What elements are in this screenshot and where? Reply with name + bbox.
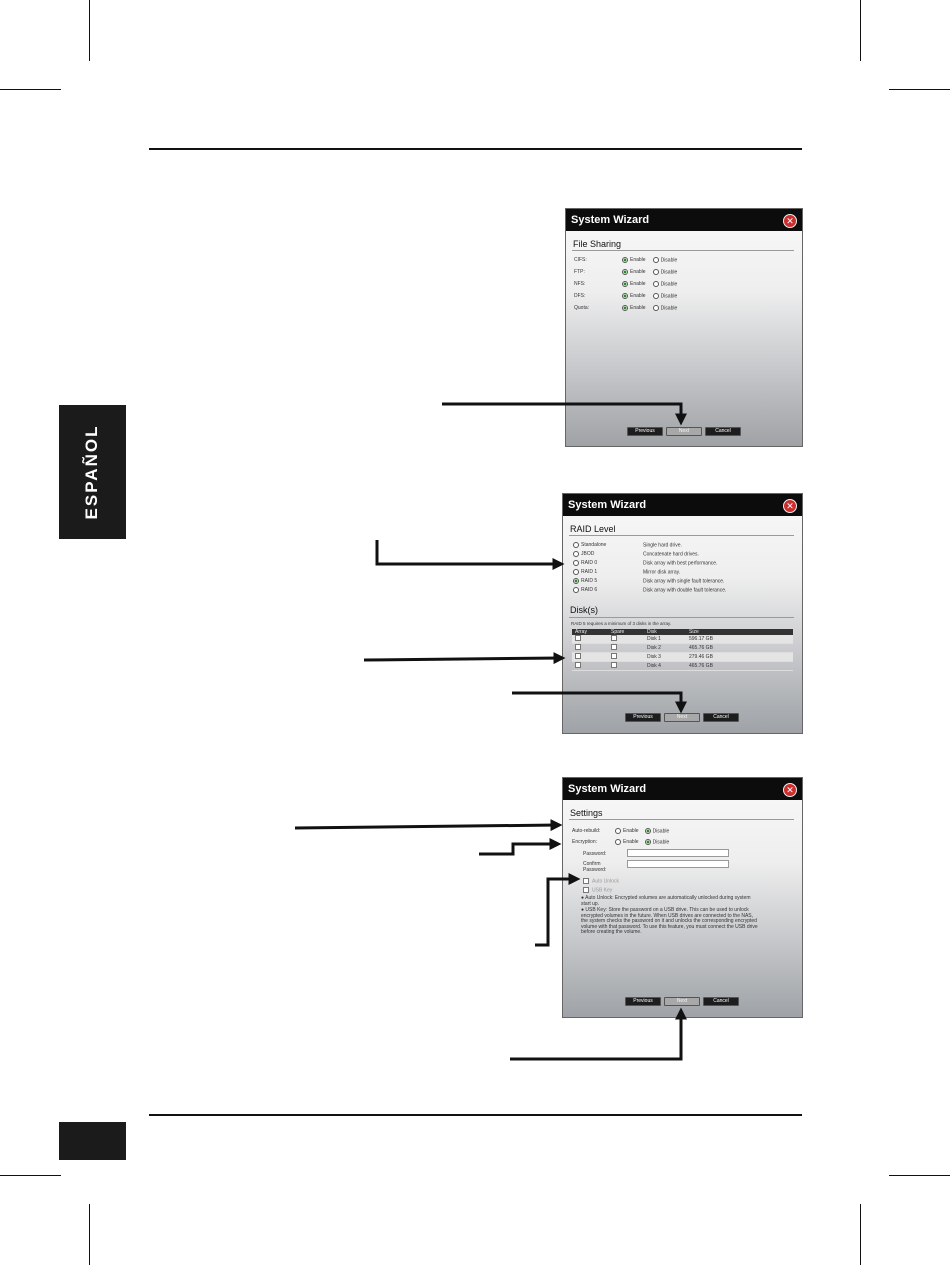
section-title: RAID Level (570, 524, 616, 534)
arrow-to-auto-rebuild (295, 825, 558, 828)
disable-label: Disable (660, 257, 678, 264)
section-title: Settings (570, 808, 603, 818)
confirm-label-line2: Password: (583, 867, 607, 873)
enable-label: Enable (630, 281, 646, 288)
next-button[interactable]: Next (664, 997, 700, 1006)
auto-unlock-note: ● Auto Unlock: Encrypted volumes are automatically unlocked during system start up. (581, 895, 751, 907)
disk-size: 596.17 GB (686, 635, 793, 644)
disks-section-title: Disk(s) (570, 605, 598, 615)
arrow-to-disks (364, 658, 561, 660)
disk-name: Disk 4 (644, 662, 686, 671)
enable-label: Enable (630, 293, 646, 300)
arrow-to-next-3 (510, 1012, 681, 1059)
close-icon[interactable]: ✕ (783, 499, 797, 513)
disk-name: Disk 2 (644, 644, 686, 653)
raid-desc: Single hard drive. (643, 542, 682, 549)
disk-size: 465.76 GB (686, 662, 793, 671)
enable-label: Enable (630, 257, 646, 264)
section-title: File Sharing (573, 239, 622, 249)
disable-label: Disable (660, 281, 678, 288)
raid-name: RAID 0 (581, 560, 598, 567)
next-button[interactable]: Next (666, 427, 702, 436)
dialog-title: System Wizard (563, 778, 802, 800)
previous-button[interactable]: Previous (625, 997, 661, 1006)
raid-desc: Disk array with double fault tolerance. (643, 587, 727, 594)
dialog-title: System Wizard (563, 494, 802, 516)
row-label: DFS: (574, 293, 586, 300)
disable-label: Disable (660, 305, 678, 312)
disks-note: RAID 5 requires a minimum of 3 disks in the array. (571, 621, 672, 626)
disk-size: 279.46 GB (686, 653, 793, 662)
spare-header: Spare (608, 629, 644, 635)
raid-desc: Concatenate hard drives. (643, 551, 699, 558)
disk-name: Disk 3 (644, 653, 686, 662)
auto-unlock-label: Auto Unlock (592, 878, 619, 885)
size-header: Size (686, 629, 793, 635)
confirm-label: Confirm (583, 861, 601, 867)
language-tab-label: ESPAÑOL (82, 424, 101, 520)
array-header: Array (572, 629, 608, 635)
disk-name: Disk 1 (644, 635, 686, 644)
raid-name: JBOD (581, 551, 595, 558)
raid-name: RAID 1 (581, 569, 598, 576)
auto-rebuild-label: Auto-rebuild: (572, 828, 601, 835)
usb-key-label: USB Key (592, 887, 613, 894)
cancel-button[interactable]: Cancel (703, 997, 739, 1006)
disable-label: Disable (652, 828, 670, 835)
arrow-to-next-2 (512, 693, 681, 709)
raid-name: RAID 5 (581, 578, 598, 585)
disable-label: Disable (652, 839, 670, 846)
disable-label: Disable (660, 269, 678, 276)
arrow-to-next-1 (442, 404, 681, 421)
enable-label: Enable (623, 828, 639, 835)
disable-label: Disable (660, 293, 678, 300)
cancel-button[interactable]: Cancel (703, 713, 739, 722)
password-label: Password: (583, 851, 607, 857)
arrow-to-raid-0 (377, 540, 560, 564)
close-icon[interactable]: ✕ (783, 214, 797, 228)
previous-button[interactable]: Previous (625, 713, 661, 722)
row-label: NFS: (574, 281, 586, 288)
encryption-label: Encryption: (572, 839, 598, 846)
disk-size: 465.76 GB (686, 644, 793, 653)
cancel-button[interactable]: Cancel (705, 427, 741, 436)
raid-desc: Disk array with best performance. (643, 560, 718, 567)
close-icon[interactable]: ✕ (783, 783, 797, 797)
row-label: CIFS: (574, 257, 587, 264)
dialog-title: System Wizard (566, 209, 802, 231)
enable-label: Enable (630, 269, 646, 276)
raid-desc: Disk array with single fault tolerance. (643, 578, 725, 585)
disk-header: Disk (644, 629, 686, 635)
enable-label: Enable (630, 305, 646, 312)
arrow-to-encryption (479, 844, 557, 854)
raid-name: Standalone (581, 542, 607, 549)
enable-label: Enable (623, 839, 639, 846)
previous-button[interactable]: Previous (627, 427, 663, 436)
raid-desc: Mirror disk array. (643, 569, 681, 576)
usb-key-note: ● USB Key: Store the password on a USB drive. This can be used to unlock encrypted volumes in the future. When USB drives are connected to the NAS, the system checks the password on it and unlocks the corresponding encrypted volume with that password. To use this feature, you must connect the USB drive before creating the volume. (581, 907, 758, 936)
arrow-to-auto-unlock (535, 879, 576, 945)
next-button[interactable]: Next (664, 713, 700, 722)
raid-name: RAID 6 (581, 587, 598, 594)
row-label: Quota: (574, 305, 590, 312)
row-label: FTP: (574, 269, 585, 276)
